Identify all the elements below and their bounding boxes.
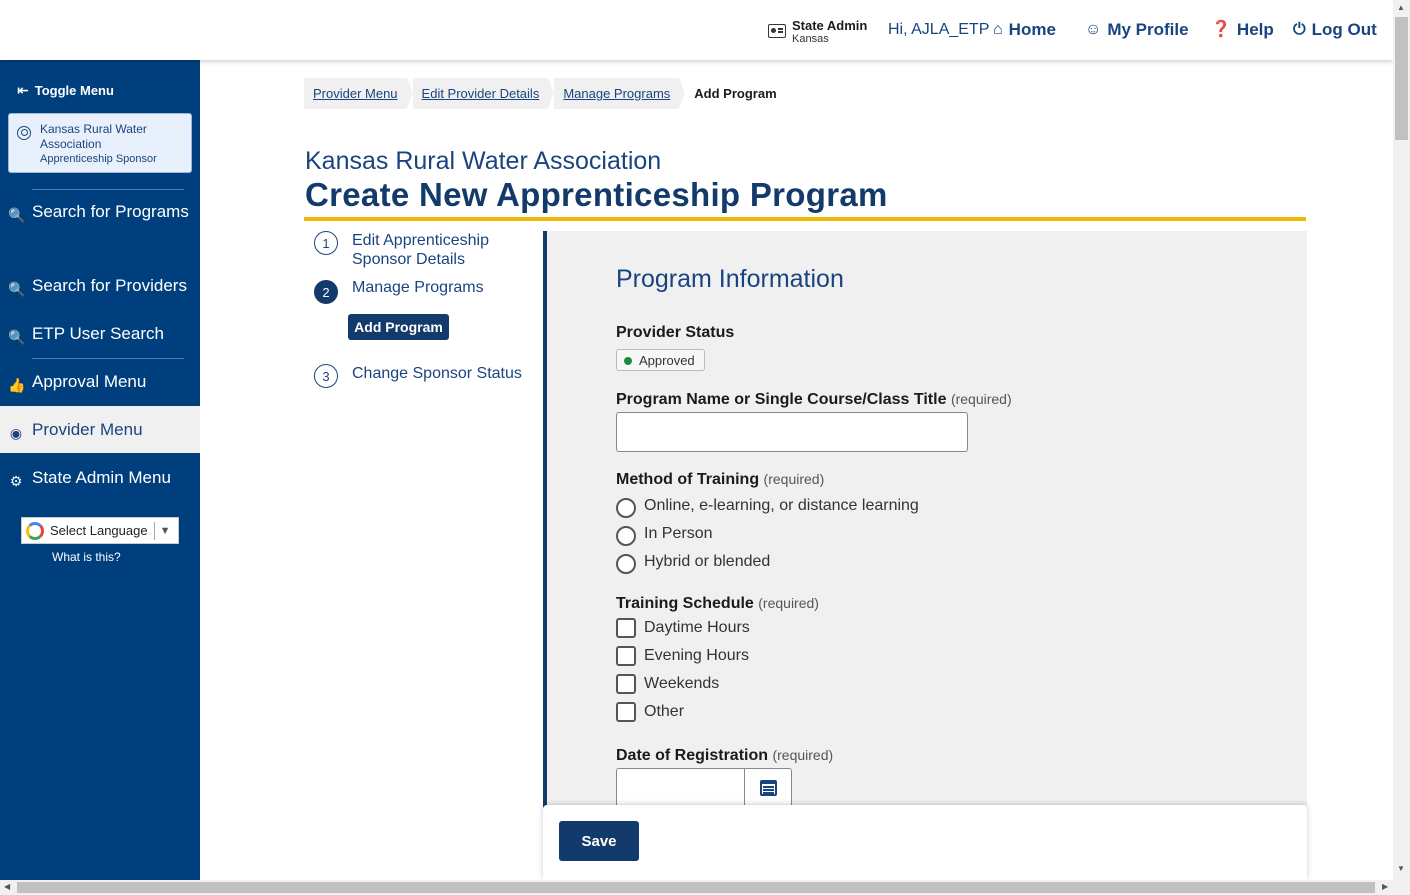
organization-name: Kansas Rural Water Association	[305, 147, 662, 175]
help-icon: ❓	[1211, 21, 1231, 38]
option-label: In Person	[644, 525, 713, 542]
title-underline	[304, 217, 1306, 221]
schedule-option-evening[interactable]	[616, 646, 749, 666]
toggle-menu-button[interactable]	[17, 82, 114, 99]
language-select[interactable]	[21, 517, 179, 544]
language-select-label: Select Language	[50, 523, 148, 538]
date-picker-button[interactable]	[744, 768, 792, 808]
scrollbar-thumb[interactable]	[17, 882, 1375, 893]
thumbs-up-icon: 👍	[8, 377, 26, 393]
schedule-option-weekends[interactable]	[616, 674, 719, 694]
step-label: Change Sponsor Status	[352, 365, 522, 382]
vertical-scrollbar[interactable]	[1393, 0, 1410, 880]
option-label: Daytime Hours	[644, 619, 750, 636]
add-program-step-button[interactable]: Add Program	[348, 314, 449, 340]
option-label: Other	[644, 703, 685, 720]
step-label: Manage Programs	[352, 279, 484, 296]
radio-button[interactable]	[616, 498, 636, 518]
help-link[interactable]	[1211, 20, 1274, 40]
schedule-option-other[interactable]	[616, 702, 684, 722]
home-icon: ⌂	[993, 21, 1003, 38]
breadcrumb-add-program: Add Program	[694, 86, 777, 101]
status-badge: Approved	[616, 349, 705, 371]
log-out-link-label: Log Out	[1311, 20, 1377, 39]
log-out-link[interactable]	[1293, 20, 1377, 40]
sidebar-divider	[32, 358, 184, 359]
chevron-down-icon: ▼	[159, 524, 171, 537]
required-note: (required)	[758, 595, 819, 611]
breadcrumb-provider-menu[interactable]: Provider Menu	[304, 78, 407, 109]
sidebar-item-label: Approval Menu	[32, 372, 147, 391]
home-link-label: Home	[1008, 20, 1056, 39]
radio-button[interactable]	[616, 554, 636, 574]
current-provider-card[interactable]	[8, 113, 192, 173]
method-option-in-person[interactable]	[616, 522, 712, 546]
scrollbar-thumb[interactable]	[1395, 17, 1408, 140]
required-note: (required)	[772, 747, 834, 763]
breadcrumb-edit-provider-details[interactable]: Edit Provider Details	[413, 78, 549, 109]
gear-icon: ⚙	[9, 473, 23, 489]
sidebar-item-label: ETP User Search	[32, 324, 164, 343]
option-label: Evening Hours	[644, 647, 749, 664]
method-option-online[interactable]	[616, 494, 919, 518]
breadcrumb-manage-programs[interactable]: Manage Programs	[554, 78, 679, 109]
save-button[interactable]: Save	[559, 821, 639, 861]
breadcrumb	[304, 78, 792, 109]
select-divider	[154, 522, 155, 540]
schedule-option-daytime[interactable]	[616, 618, 750, 638]
horizontal-scrollbar[interactable]	[0, 880, 1410, 895]
sidebar-item-label: Search for Programs	[32, 202, 189, 221]
provider-status-label: Provider Status	[616, 324, 735, 341]
search-icon: 🔍	[8, 281, 26, 297]
method-option-hybrid[interactable]	[616, 550, 770, 574]
power-icon: ⏻	[1293, 21, 1306, 38]
sidebar-divider	[32, 189, 184, 190]
method-label-text: Method of Training	[616, 471, 760, 488]
date-of-registration-label	[616, 747, 833, 765]
program-name-input[interactable]	[616, 412, 968, 452]
calendar-icon	[760, 780, 777, 796]
step-number: 1	[314, 231, 338, 255]
provider-type: Apprenticeship Sponsor	[40, 153, 157, 165]
my-profile-link-label: My Profile	[1107, 20, 1189, 39]
page-title: Create New Apprenticeship Program	[305, 176, 888, 213]
training-schedule-label	[616, 595, 819, 613]
google-logo-icon	[26, 522, 44, 540]
user-greeting: Hi, AJLA_ETP	[888, 21, 990, 38]
sidebar-item-provider-menu[interactable]	[0, 406, 200, 453]
help-link-label: Help	[1236, 20, 1274, 39]
collapse-arrow-icon: ⇤	[17, 82, 29, 98]
sidebar-item-label: State Admin Menu	[32, 468, 171, 487]
checkbox[interactable]	[616, 618, 636, 638]
scroll-up-icon[interactable]: ▲	[1397, 3, 1405, 12]
role-indicator	[768, 18, 867, 45]
section-title: Program Information	[616, 265, 844, 293]
sidebar	[0, 60, 200, 880]
schedule-label-text: Training Schedule	[616, 595, 754, 612]
sidebar-item-label: Provider Menu	[32, 420, 143, 439]
scroll-down-icon[interactable]: ▼	[1397, 864, 1405, 873]
option-label: Online, e-learning, or distance learning	[644, 497, 919, 514]
registration-date-input[interactable]	[616, 768, 745, 808]
required-note: (required)	[950, 391, 1012, 407]
scroll-left-icon[interactable]: ◀	[4, 882, 11, 891]
provider-icon	[17, 126, 31, 140]
search-icon: 🔍	[8, 329, 26, 345]
sidebar-item-search-programs[interactable]	[0, 199, 200, 251]
program-name-label-text: Program Name or Single Course/Class Title	[616, 391, 947, 408]
sidebar-item-label: Search for Providers	[32, 276, 187, 295]
step-number: 2	[314, 280, 338, 304]
provider-name: Kansas Rural Water Association	[40, 122, 147, 151]
checkbox[interactable]	[616, 702, 636, 722]
toggle-menu-label: Toggle Menu	[34, 83, 114, 98]
my-profile-link[interactable]	[1085, 20, 1189, 40]
top-header	[0, 0, 1393, 60]
save-bar	[543, 805, 1307, 880]
home-link[interactable]	[993, 20, 1056, 40]
checkbox[interactable]	[616, 674, 636, 694]
required-note: (required)	[763, 471, 825, 487]
scroll-right-icon[interactable]: ▶	[1382, 882, 1389, 891]
search-icon: 🔍	[8, 207, 26, 223]
program-name-label	[616, 391, 1012, 409]
provider-icon: ◉	[9, 425, 23, 441]
role-title: State Admin	[792, 18, 868, 33]
id-card-icon	[768, 24, 786, 38]
option-label: Weekends	[644, 675, 720, 692]
role-state: Kansas	[792, 33, 829, 45]
date-label-text: Date of Registration	[616, 747, 769, 764]
step-label: Edit Apprenticeship Sponsor Details	[352, 232, 489, 268]
role-text	[792, 18, 867, 45]
method-of-training-label	[616, 471, 824, 489]
checkbox[interactable]	[616, 646, 636, 666]
step-number: 3	[314, 364, 338, 388]
option-label: Hybrid or blended	[644, 553, 771, 570]
what-is-this-link[interactable]: What is this?	[52, 550, 121, 564]
profile-icon: ☺	[1085, 21, 1102, 38]
radio-button[interactable]	[616, 526, 636, 546]
